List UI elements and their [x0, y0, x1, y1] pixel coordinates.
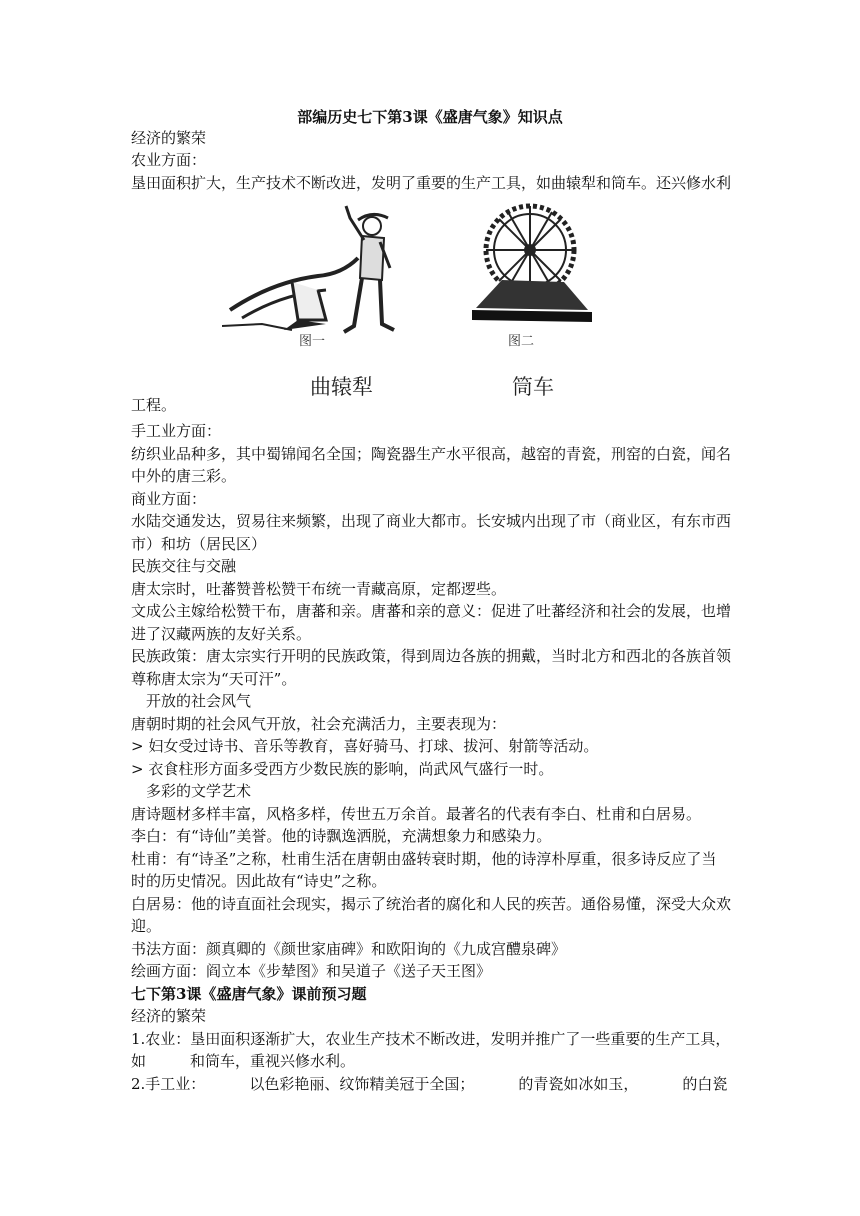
section-heading-economy: 经济的繁荣 [131, 129, 207, 147]
waterwheel-illustration [472, 198, 592, 328]
paragraph-calligraphy: 书法方面：颜真卿的《颜世家庙碑》和欧阳询的《九成宫醴泉碑》 [131, 940, 567, 958]
paragraph-agriculture-cont: 工程。 [131, 396, 177, 414]
paragraph-commerce: 水陆交通发达，贸易往来频繁，出现了商业大都市。长安城内出现了市（商业区，有东市西 [131, 512, 732, 530]
paragraph-bai-juyi: 白居易：他的诗直面社会现实，揭示了统治者的腐化和人民的疾苦。通俗易懂，深受大众欢 [131, 895, 732, 913]
paragraph-bai-juyi-cont: 迎。 [131, 917, 162, 935]
figure-2-label: 图二 [508, 334, 535, 349]
preview-questions-heading: 七下第3课《盛唐气象》课前预习题 [131, 985, 367, 1003]
paragraph-du-fu: 杜甫：有“诗圣”之称，杜甫生活在唐朝由盛转衰时期，他的诗淳朴厚重，很多诗反应了当 [131, 850, 717, 868]
paragraph-agriculture: 垦田面积扩大，生产技术不断改进，发明了重要的生产工具，如曲辕犁和筒车。还兴修水利 [131, 174, 732, 192]
question-2-text-d: 的白瓷 [682, 1075, 728, 1093]
subheading-handicraft: 手工业方面： [131, 422, 222, 440]
section-heading-ethnic: 民族交往与交融 [131, 557, 237, 575]
subheading-agriculture: 农业方面： [131, 151, 207, 169]
section-heading-society: 开放的社会风气 [146, 692, 252, 710]
paragraph-ethnic-policy-cont: 尊称唐太宗为“天可汗”。 [131, 670, 297, 688]
paragraph-handicraft-cont: 中外的唐三彩。 [131, 467, 237, 485]
document-title: 部编历史七下第3课《盛唐气象》知识点 [297, 108, 563, 126]
bullet-item-women: > 妇女受过诗书、音乐等教育，喜好骑马、打球、拔河、射箭等活动。 [131, 737, 599, 755]
question-1-agriculture: 1.农业：垦田面积逐渐扩大，农业生产技术不断改进，发明并推广了一些重要的生产工具， [131, 1030, 731, 1048]
preview-section-economy: 经济的繁荣 [131, 1007, 207, 1025]
bullet-item-clothing: > 衣食柱形方面多受西方少数民族的影响，尚武风气盛行一时。 [131, 760, 554, 778]
paragraph-handicraft: 纺织业品种多，其中蜀锦闻名全国；陶瓷器生产水平很高，越窑的青瓷，刑窑的白瓷，闻名 [131, 445, 732, 463]
paragraph-du-fu-cont: 时的历史情况。因此故有“诗史”之称。 [131, 872, 387, 890]
figure-1-label: 图一 [299, 334, 326, 349]
paragraph-tang-poetry: 唐诗题材多样丰富，风格多样，传世五万余首。最著名的代表有李白、杜甫和白居易。 [131, 805, 702, 823]
subheading-commerce: 商业方面： [131, 490, 207, 508]
question-1-text-b: 和筒车，重视兴修水利。 [190, 1052, 356, 1070]
paragraph-painting: 绘画方面：阎立本《步辇图》和吴道子《送子天王图》 [131, 962, 492, 980]
curved-plough-illustration [222, 198, 422, 348]
question-2-text-b: 以色彩艳丽、纹饰精美冠于全国； [249, 1075, 475, 1093]
paragraph-wencheng: 文成公主嫁给松赞干布，唐蕃和亲。唐蕃和亲的意义：促进了吐蕃经济和社会的发展，也增 [131, 602, 732, 620]
question-2-handicraft [131, 1073, 727, 1095]
paragraph-society: 唐朝时期的社会风气开放，社会充满活力，主要表现为： [131, 715, 507, 733]
figure-group [222, 198, 602, 403]
question-1-agriculture-cont [131, 1050, 355, 1072]
figure-1-caption: 曲辕犁 [310, 375, 373, 399]
question-1-text-a: 如 [131, 1052, 147, 1070]
question-2-text-a: 2.手工业： [131, 1075, 206, 1093]
paragraph-commerce-cont: 市）和坊（居民区） [131, 535, 267, 553]
question-2-text-c: 的青瓷如冰如玉， [518, 1075, 639, 1093]
paragraph-songtsen: 唐太宗时，吐蕃赞普松赞干布统一青藏高原，定都逻些。 [131, 580, 507, 598]
paragraph-ethnic-policy: 民族政策：唐太宗实行开明的民族政策，得到周边各族的拥戴，当时北方和西北的各族首领 [131, 647, 732, 665]
section-heading-literature: 多彩的文学艺术 [146, 782, 252, 800]
paragraph-li-bai: 李白：有“诗仙”美誉。他的诗飘逸洒脱，充满想象力和感染力。 [131, 827, 552, 845]
figure-2-caption: 筒车 [512, 375, 554, 399]
paragraph-wencheng-cont: 进了汉藏两族的友好关系。 [131, 625, 312, 643]
